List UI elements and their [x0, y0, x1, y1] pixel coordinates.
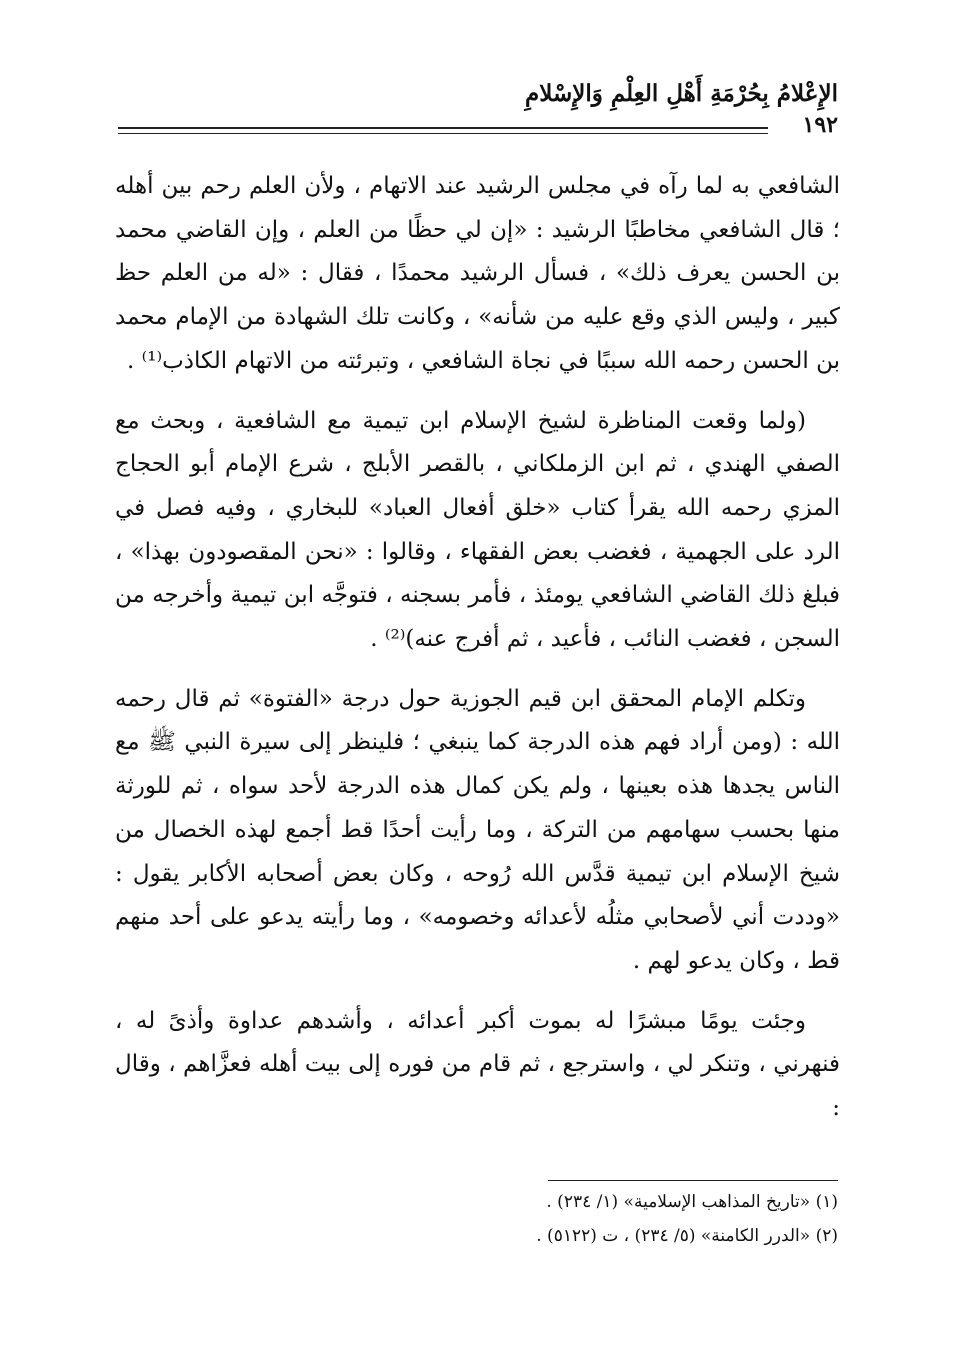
- paragraph: (ولما وقعت المناظرة لشيخ الإسلام ابن تيمية مع الشافعية ، وبحث مع الصفي الهندي ، ثم ابن الزملكاني ، بالقصر الأبلج ، شرع الإمام أبو الحجاج المزي رحمه الله يقرأ كتاب «خلق أفعال العباد» للبخاري ، وفيه فصل في الرد على الجهمية ، فغضب بعض الفقهاء ، وقالوا : «نحن المقصودون بهذا» ، فبلغ ذلك القاضي الشافعي يومئذ ، فأمر بسجنه ، فتوجَّه ابن تيمية وأخرجه من السجن ، فغضب النائب ، فأعيد ، ثم أفرج عنه)⁽²⁾ .: [115, 407, 840, 653]
- paragraph: وجئت يومًا مبشرًا له بموت أكبر أعدائه ، وأشدهم عداوة وأذىً له ، فنهرني ، وتنكر لي ، واسترجع ، ثم قام من فوره إلى بيت أهله فعزَّاهم ، وقال :: [115, 1007, 840, 1122]
- header-rule-area: [118, 112, 838, 138]
- footnote: (١) «تاريخ المذاهب الإسلامية» (١/ ٢٣٤) .: [546, 1192, 838, 1212]
- footnote: (٢) «الدرر الكامنة» (٥/ ٢٣٤) ، ت (٥١٢٢) .: [536, 1226, 838, 1246]
- paragraph: وتكلم الإمام المحقق ابن قيم الجوزية حول درجة «الفتوة» ثم قال رحمه الله : (ومن أراد فهم هذه الدرجة كما ينبغي ؛ فلينظر إلى سيرة النبي ﷺ مع الناس يجدها هذه بعينها ، ولم يكن كمال هذه الدرجة لأحد سواه ، ثم للورثة منها بحسب سهامهم من التركة ، وما رأيت أحدًا قط أجمع لهذه الخصال من شيخ الإسلام ابن تيمية قدَّس الله رُوحه ، وكان بعض أصحابه الأكابر يقول : «وددت أني لأصحابي مثلُه لأعدائه وخصومه» ، وما رأيته يدعو على أحد منهم قط ، وكان يدعو لهم .: [115, 685, 840, 974]
- paragraph: الشافعي به لما رآه في مجلس الرشيد عند الاتهام ، ولأن العلم رحم بين أهله ؛ قال الشافعي مخاطبًا الرشيد : «إن لي حظًا من العلم ، وإن القاضي محمد بن الحسن يعرف ذلك» ، فسأل الرشيد محمدًا ، فقال : «له من العلم حظ كبير ، وليس الذي وقع عليه من شأنه» ، وكانت تلك الشهادة من الإمام محمد بن الحسن رحمه الله سببًا في نجاة الشافعي ، وتبرئته من الاتهام الكاذب⁽¹⁾ .: [115, 173, 840, 374]
- header-divider: [118, 127, 768, 134]
- running-header-title: الإِعْلامُ بِحُرْمَةِ أَهْلِ العِلْمِ وَالإِسْلامِ: [524, 80, 838, 107]
- footnote-divider: [548, 1180, 838, 1181]
- main-text: [115, 165, 840, 1147]
- page-number: ١٩٢: [802, 112, 838, 138]
- footnotes: [200, 1185, 838, 1253]
